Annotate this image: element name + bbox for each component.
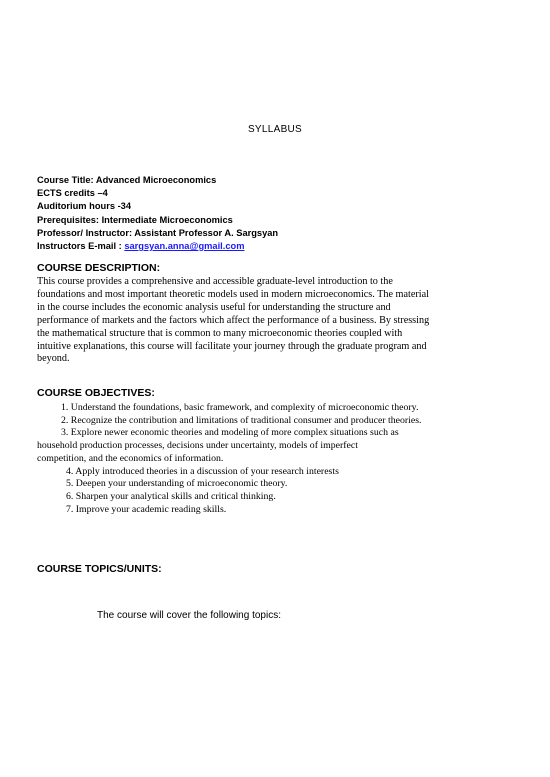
objective-item: 3. Explore newer economic theories and modeling of more complex situations such as (61, 427, 399, 439)
description-line: in the course includes the economic analysis useful for understanding the structure and (37, 301, 391, 313)
course-info (37, 174, 278, 253)
objective-item: 5. Deepen your understanding of microeconomic theory. (66, 478, 288, 490)
objectives-list (37, 402, 517, 516)
description-line: This course provides a comprehensive and accessible graduate-level introduction to the (37, 276, 393, 287)
auditorium-hours: Auditorium hours -34 (37, 201, 132, 212)
course-title: Course Title: Advanced Microeconomics (37, 175, 217, 185)
topics-heading: COURSE TOPICS/UNITS: (37, 563, 162, 575)
prerequisites: Prerequisites: Intermediate Microeconomics (37, 214, 233, 225)
objective-item: 7. Improve your academic reading skills. (66, 503, 227, 515)
description-body (37, 276, 513, 366)
description-heading: COURSE DESCRIPTION: (37, 262, 161, 274)
description-line: beyond. (37, 353, 70, 365)
objective-item: 6. Sharpen your analytical skills and critical thinking. (66, 490, 276, 502)
objective-item-continued: household production processes, decisions under uncertainty, models of imperfect (37, 440, 358, 452)
objective-item-continued: competition, and the economics of information. (37, 452, 224, 464)
email-label: Instructors E-mail : (37, 241, 125, 252)
page-title: SYLLABUS (247, 124, 303, 135)
ects-credits: ECTS credits –4 (37, 188, 108, 199)
objective-item: 2. Recognize the contribution and limitations of traditional consumer and producer theories. (61, 414, 422, 426)
instructor: Professor/ Instructor: Assistant Professor A. Sargsyan (37, 227, 279, 238)
description-line: performance of markets and the factors which affect the performance of a business. By stressing (37, 314, 430, 326)
objective-item: 1. Understand the foundations, basic framework, and complexity of microeconomic theory. (61, 402, 419, 413)
topics-intro: The course will cover the following topics: (97, 610, 281, 621)
email-link[interactable]: sargsyan.anna@gmail.com (124, 241, 245, 252)
instructor-email-row (37, 240, 278, 253)
description-line: foundations and most important theoretic models used in modern microeconomics. The material (37, 288, 429, 300)
description-line: the mathematical structure that is common to many microeconomic theories coupled with (37, 327, 403, 339)
objectives-heading: COURSE OBJECTIVES: (37, 387, 155, 399)
objective-item: 4. Apply introduced theories in a discussion of your research interests (66, 465, 339, 477)
description-line: intuitive explanations, this course will facilitate your journey through the graduate program and (37, 340, 427, 352)
